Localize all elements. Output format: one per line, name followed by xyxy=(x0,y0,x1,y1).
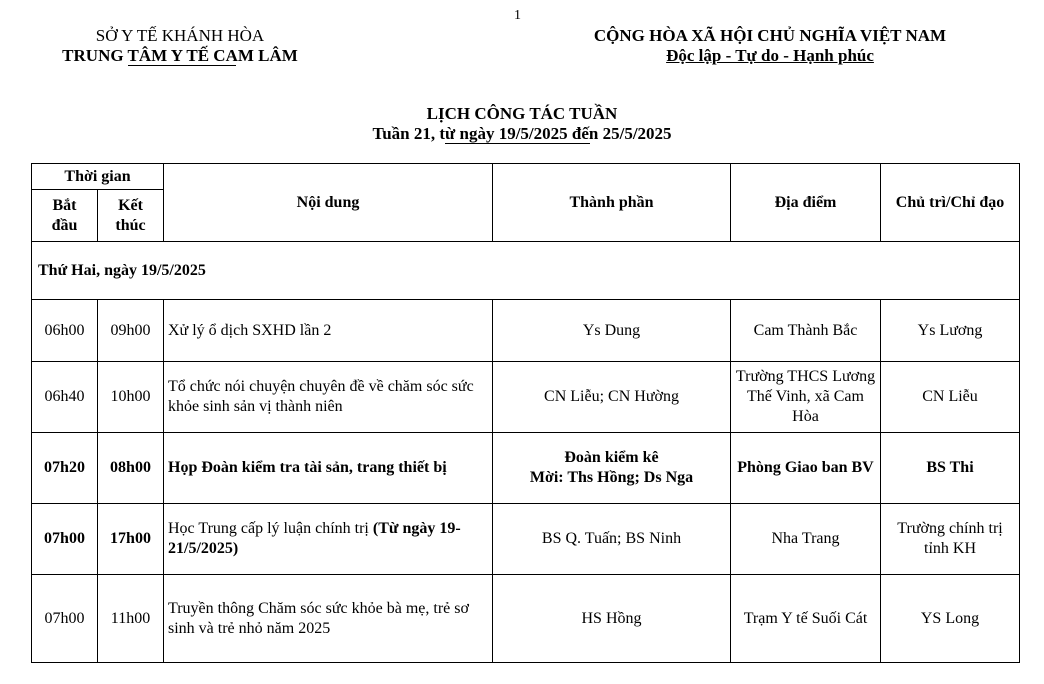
schedule-table xyxy=(31,163,1020,663)
table-row xyxy=(32,433,1020,504)
location-cell: Phòng Giao ban BV xyxy=(731,433,881,504)
start-header: Bắt đầu xyxy=(32,190,98,242)
table-row xyxy=(32,300,1020,362)
header-underline xyxy=(128,65,236,66)
center-name: TRUNG TÂM Y TẾ CAM LÂM xyxy=(62,46,298,65)
subtitle-underline xyxy=(445,143,590,144)
chair-cell: YS Long xyxy=(881,575,1020,663)
participants-cell xyxy=(493,433,731,504)
content-note: (Từ ngày 19-21/5/2025) xyxy=(168,520,461,557)
location-cell: Trạm Y tế Suối Cát xyxy=(731,575,881,663)
end-time: 09h00 xyxy=(98,300,164,362)
participants-cell: HS Hồng xyxy=(493,575,731,663)
participants-line1: Đoàn kiểm kê xyxy=(564,449,659,466)
end-time: 11h00 xyxy=(98,575,164,663)
country-name: CỘNG HÒA XÃ HỘI CHỦ NGHĨA VIỆT NAM xyxy=(593,26,947,45)
content-header: Nội dung xyxy=(164,164,493,242)
end-time: 08h00 xyxy=(98,433,164,504)
content-cell: Xử lý ổ dịch SXHD lần 2 xyxy=(164,300,493,362)
chair-cell: Ys Lương xyxy=(881,300,1020,362)
chair-header: Chủ trì/Chỉ đạo xyxy=(881,164,1020,242)
end-header: Kết thúc xyxy=(98,190,164,242)
schedule-subtitle: Tuần 21, từ ngày 19/5/2025 đến 25/5/2025 xyxy=(372,124,672,143)
page-number: 1 xyxy=(514,8,521,23)
day-row xyxy=(32,242,1020,300)
participants-header: Thành phần xyxy=(493,164,731,242)
content-cell: Truyền thông Chăm sóc sức khỏe bà mẹ, trẻ sơ sinh và trẻ nhỏ năm 2025 xyxy=(164,575,493,663)
chair-cell: Trường chính trị tỉnh KH xyxy=(881,504,1020,575)
chair-cell: BS Thi xyxy=(881,433,1020,504)
location-cell: Trường THCS Lương Thế Vinh, xã Cam Hòa xyxy=(731,362,881,433)
participants-line2: Mời: Ths Hồng; Ds Nga xyxy=(529,469,694,486)
organization-header xyxy=(40,26,320,66)
time-header: Thời gian xyxy=(32,164,164,190)
header-row-1 xyxy=(32,164,1020,190)
end-time: 17h00 xyxy=(98,504,164,575)
table-row xyxy=(32,362,1020,433)
content-cell xyxy=(164,504,493,575)
participants-cell: Ys Dung xyxy=(493,300,731,362)
end-time: 10h00 xyxy=(98,362,164,433)
location-header: Địa điểm xyxy=(731,164,881,242)
schedule-title: LỊCH CÔNG TÁC TUẦN xyxy=(426,104,618,123)
national-motto: Độc lập - Tự do - Hạnh phúc xyxy=(666,46,874,65)
start-time: 06h00 xyxy=(32,300,98,362)
location-cell: Nha Trang xyxy=(731,504,881,575)
schedule-title-block xyxy=(0,104,1044,144)
location-cell: Cam Thành Bắc xyxy=(731,300,881,362)
center-name-wrap xyxy=(62,46,298,66)
table-row xyxy=(32,504,1020,575)
start-time: 07h00 xyxy=(32,575,98,663)
content-cell: Tổ chức nói chuyện chuyên đề về chăm sóc sức khỏe sinh sản vị thành niên xyxy=(164,362,493,433)
participants-cell: BS Q. Tuấn; BS Ninh xyxy=(493,504,731,575)
national-header xyxy=(560,26,980,66)
start-time: 07h00 xyxy=(32,504,98,575)
content-cell: Họp Đoàn kiểm tra tài sản, trang thiết bị xyxy=(164,433,493,504)
start-time: 07h20 xyxy=(32,433,98,504)
department-name: SỞ Y TẾ KHÁNH HÒA xyxy=(95,26,265,45)
chair-cell: CN Liễu xyxy=(881,362,1020,433)
day-label: Thứ Hai, ngày 19/5/2025 xyxy=(32,242,1020,300)
participants-cell: CN Liễu; CN Hường xyxy=(493,362,731,433)
table-row xyxy=(32,575,1020,663)
start-time: 06h40 xyxy=(32,362,98,433)
content-main: Học Trung cấp lý luận chính trị xyxy=(168,520,373,537)
